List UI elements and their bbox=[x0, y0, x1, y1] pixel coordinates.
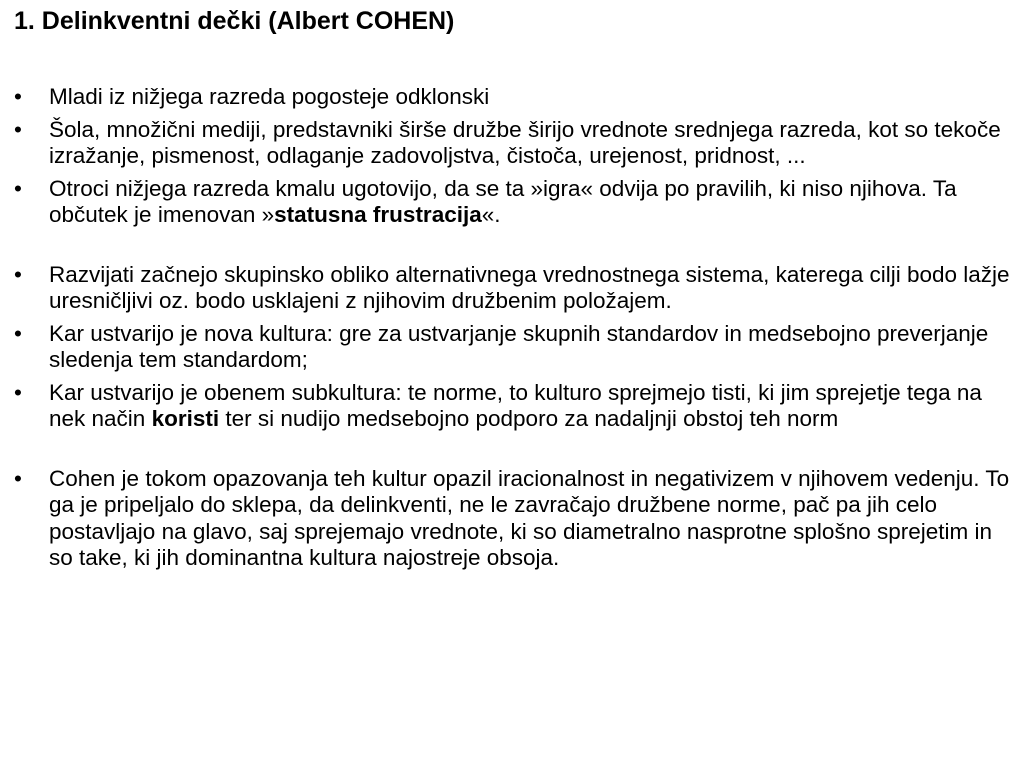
bold-term-statusna-frustracija: statusna frustracija bbox=[274, 202, 482, 227]
bullet-item-5 bbox=[14, 321, 1014, 374]
bullet-dot-icon: • bbox=[14, 116, 22, 142]
bullet-text: Kar ustvarijo je nova kultura: gre za ustvarjanje skupnih standardov in medsebojno preverjanje sledenja tem standardom; bbox=[49, 320, 989, 372]
bullet-text-end: ter si nudijo medsebojno podporo za nadaljnji obstoj teh norm bbox=[219, 406, 839, 431]
bullet-text-start: Otroci nižjega razreda kmalu ugotovijo, da se ta »igra« odvija po pravilih, ki niso njihova. Ta občutek je imenovan » bbox=[49, 175, 957, 227]
bullet-item-2 bbox=[14, 117, 1014, 170]
bullet-dot-icon: • bbox=[14, 379, 22, 405]
bullet-dot-icon: • bbox=[14, 175, 22, 201]
bullet-item-1 bbox=[14, 84, 1014, 111]
bullet-text-start: Kar ustvarijo je obenem subkultura: te norme, to kulturo sprejmejo tisti, ki jim sprejetje tega na nek način bbox=[49, 379, 982, 431]
bullet-text: Mladi iz nižjega razreda pogosteje odklonski bbox=[49, 84, 490, 109]
bullet-item-6 bbox=[14, 380, 1014, 433]
bullet-dot-icon: • bbox=[14, 320, 22, 346]
bullet-dot-icon: • bbox=[14, 261, 22, 287]
bullet-text: Razvijati začnejo skupinsko obliko alternativnega vrednostnega sistema, katerega cilji bodo lažje uresničljivi oz. bodo usklajeni z njihovim družbenim položajem. bbox=[49, 261, 1010, 313]
bold-term-koristi: koristi bbox=[151, 406, 220, 431]
slide-title: 1. Delinkventni dečki (Albert COHEN) bbox=[14, 7, 455, 35]
bullet-text-end: «. bbox=[481, 202, 501, 227]
bullet-item-3 bbox=[14, 176, 1014, 229]
bullet-item-7 bbox=[14, 466, 1014, 572]
bullet-dot-icon: • bbox=[14, 465, 22, 491]
bullet-item-4 bbox=[14, 262, 1014, 315]
bullet-list bbox=[14, 84, 1014, 578]
bullet-text: Cohen je tokom opazovanja teh kultur opazil iracionalnost in negativizem v njihovem vedenju. To ga je pripeljalo do sklepa, da delinkventi, ne le zavračajo družbene norme, pač pa jih celo postavljajo na glavo, saj sprejemajo vrednote, ki so diametralno nasprotne splošno sprejetim in so take, ki jih dominantna kultura najostreje obsoja. bbox=[49, 465, 1010, 570]
bullet-text: Šola, množični mediji, predstavniki širše družbe širijo vrednote srednjega razreda, kot so tekoče izražanje, pismenost, odlaganje zadovoljstva, čistoča, urejenost, pridnost, ... bbox=[49, 116, 1001, 168]
bullet-dot-icon: • bbox=[14, 84, 22, 109]
